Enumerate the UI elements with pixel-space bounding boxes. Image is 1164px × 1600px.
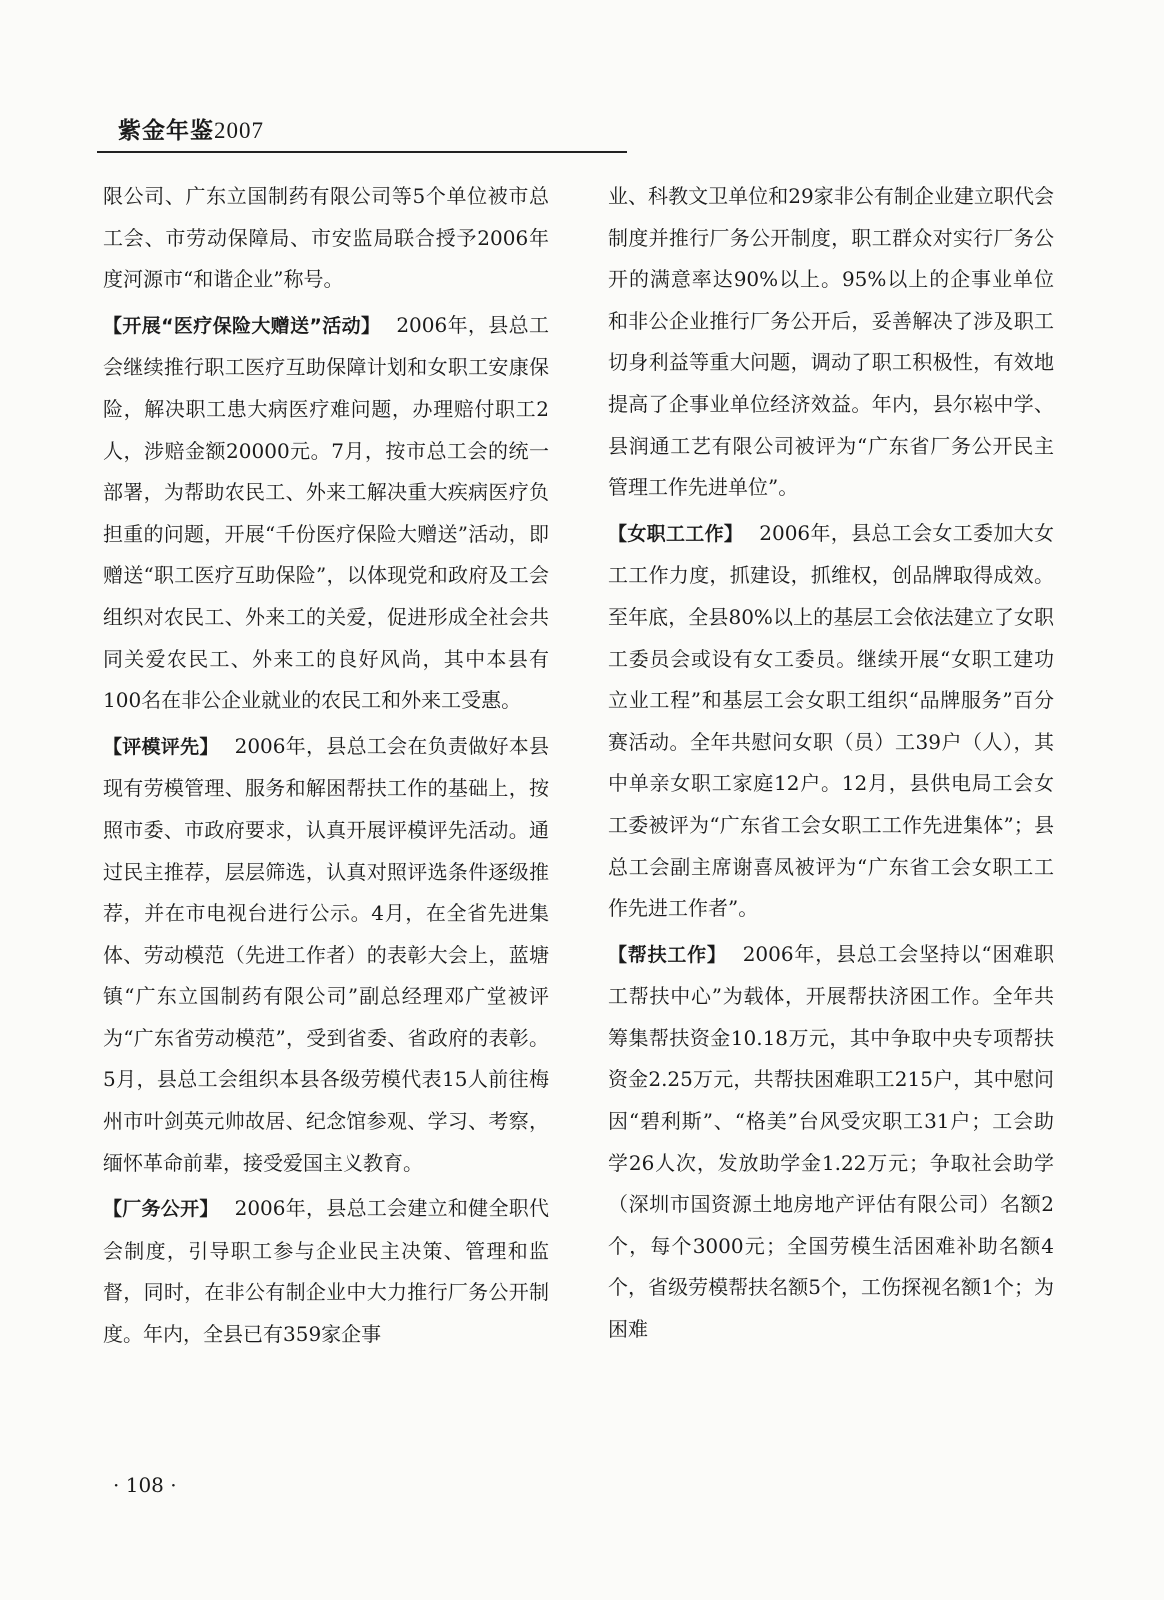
right-continuation-paragraph: 业、科教文卫单位和29家非公有制企业建立职代会制度并推行厂务公开制度，职工群众对实行厂务公开的满意率达90%以上。95%以上的企事业单位和非公企业推行厂务公开后，妥善解决了涉及职工切身利益等重大问题，调动了职工积极性，有效地提高了企事业单位经济效益。年内，县尔崧中学、县润通工艺有限公司被评为“广东省厂务公开民主管理工作先进单位”。 (608, 184, 1054, 500)
entry-medical-insurance (103, 305, 549, 722)
running-head (118, 112, 264, 145)
entry-title: 【评模评先】 (103, 735, 219, 758)
entry-title: 【开展“医疗保险大赠送”活动】 (103, 314, 381, 337)
entry-title: 【帮扶工作】 (608, 943, 727, 966)
entry-assistance (608, 934, 1054, 1351)
left-column (103, 176, 549, 1360)
entry-title: 【女职工工作】 (608, 522, 744, 545)
entry-title: 【厂务公开】 (103, 1198, 219, 1221)
book-year: 2007 (214, 118, 264, 143)
entry-text: 2006年，县总工会女工委加大女工工作力度，抓建设，抓维权，创品牌取得成效。至年底，全县80%以上的基层工会依法建立了女职工委员会或设有女工委员。继续开展“女职工建功立业工程”和基层工会女职工组织“品牌服务”百分赛活动。全年共慰问女职（员）工39户（人），其中单亲女职工家庭12户。12月，县供电局工会女工委被评为“广东省工会女职工工作先进集体”；县总工会副主席谢喜凤被评为“广东省工会女职工工作先进工作者”。 (608, 520, 1054, 921)
entry-women-workers (608, 513, 1054, 930)
book-title: 紫金年鉴 (118, 118, 214, 144)
entry-factory-affairs (103, 1188, 549, 1355)
right-column (608, 176, 1054, 1355)
entry-text: 2006年，县总工会在负责做好本县现有劳模管理、服务和解困帮扶工作的基础上，按照市委、市政府要求，认真开展评模评先活动。通过民主推荐，层层筛选，认真对照评选条件逐级推荐，并在市电视台进行公示。4月，在全省先进集体、劳动模范（先进工作者）的表彰大会上，蓝塘镇“广东立国制药有限公司”副总经理邓广堂被评为“广东省劳动模范”，受到省委、省政府的表彰。5月，县总工会组织本县各级劳模代表15人前往梅州市叶剑英元帅故居、纪念馆参观、学习、考察，缅怀革命前辈，接受爱国主义教育。 (103, 733, 549, 1175)
entry-text: 2006年，县总工会建立和健全职代会制度，引导职工参与企业民主决策、管理和监督，同时，在非公有制企业中大力推行厂务公开制度。年内，全县已有359家企事 (103, 1196, 549, 1347)
entry-model-workers (103, 726, 549, 1185)
entry-text: 2006年，县总工会坚持以“困难职工帮扶中心”为载体，开展帮扶济困工作。全年共筹集帮扶资金10.18万元，其中争取中央专项帮扶资金2.25万元，共帮扶困难职工215户，其中慰问因“碧利斯”、“格美”台风受灾职工31户；工会助学26人次，发放助学金1.22万元；争取社会助学（深圳市国资源土地房地产评估有限公司）名额2个，每个3000元；全国劳模生活困难补助名额4个，省级劳模帮扶名额5个，工伤探视名额1个；为困难 (608, 941, 1054, 1342)
page-number: · 108 · (113, 1473, 177, 1497)
left-continuation-paragraph: 限公司、广东立国制药有限公司等5个单位被市总工会、市劳动保障局、市安监局联合授予2006年度河源市“和谐企业”称号。 (103, 184, 549, 292)
header-rule (97, 151, 627, 153)
entry-text: 2006年，县总工会继续推行职工医疗互助保障计划和女职工安康保险，解决职工患大病医疗难问题，办理赔付职工2人，涉赔金额20000元。7月，按市总工会的统一部署，为帮助农民工、外来工解决重大疾病医疗负担重的问题，开展“千份医疗保险大赠送”活动，即赠送“职工医疗互助保险”，以体现党和政府及工会组织对农民工、外来工的关爱，促进形成全社会共同关爱农民工、外来工的良好风尚，其中本县有100名在非公企业就业的农民工和外来工受惠。 (103, 312, 549, 713)
